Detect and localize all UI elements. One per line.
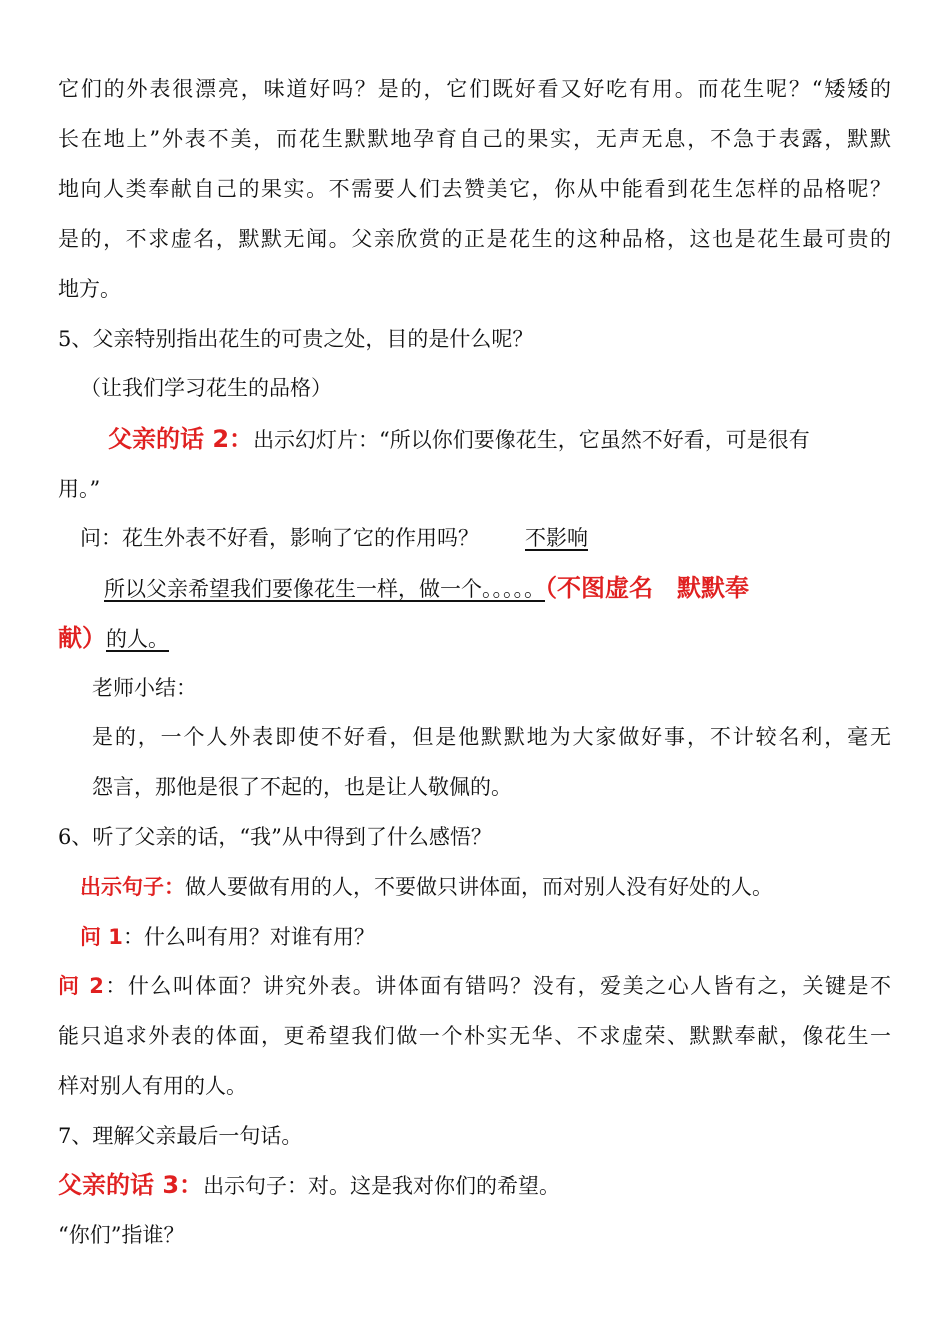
paragraph-1-line-2: 长在地上”外表不美，而花生默默地孕育自己的果实，无声无息，不急于表露，默默	[58, 127, 891, 151]
show-sentence-text: 做人要做有用的人，不要做只讲体面，而对别人没有好处的人。	[185, 875, 773, 899]
hope-sentence-part-1: 所以父亲希望我们要像花生一样，做一个。。。。。	[104, 577, 545, 601]
teacher-summary-label: 老师小结：	[92, 676, 197, 700]
hope-sentence-line-1	[104, 573, 749, 603]
father-words-3-line	[58, 1170, 560, 1200]
question-5: 5、父亲特别指出花生的可贵之处，目的是什么呢？	[58, 327, 534, 351]
ask-1-label: 问 1	[80, 925, 123, 949]
hope-sentence-red-2: 献）	[58, 624, 106, 652]
question-6: 6、听了父亲的话，“我”从中得到了什么感悟？	[58, 825, 492, 849]
father-words-2-line-2: 用。”	[58, 477, 101, 501]
ask-2-line-2: 能只追求外表的体面，更希望我们做一个朴实无华、不求虚荣、默默奉献，像花生一	[58, 1024, 891, 1048]
ask-1-line	[80, 922, 375, 952]
question-5-answer: （让我们学习花生的品格）	[80, 376, 332, 400]
paragraph-1-line-1: 它们的外表很漂亮，味道好吗？是的，它们既好看又好吃有用。而花生呢？“矮矮的	[58, 77, 891, 101]
father-words-2-label: 父亲的话 2：	[108, 425, 254, 453]
father-words-2-line-1	[108, 424, 891, 454]
hope-sentence-part-2: 的人。	[106, 627, 169, 651]
father-words-3-text: 出示句子：对。这是我对你们的希望。	[203, 1174, 561, 1198]
ask-2-label: 问 2	[58, 974, 104, 998]
teacher-summary-line-2: 怨言，那他是很了不起的，也是让人敬佩的。	[92, 775, 512, 799]
show-sentence-label: 出示句子：	[80, 875, 185, 899]
ask-2-line-1	[58, 971, 891, 1001]
paragraph-1-line-5: 地方。	[58, 277, 121, 301]
paragraph-1-line-4: 是的，不求虚名，默默无闻。父亲欣赏的正是花生的这种品格，这也是花生最可贵的	[58, 227, 891, 251]
show-sentence-line	[80, 872, 773, 902]
teacher-summary-line-1: 是的，一个人外表即使不好看，但是他默默地为大家做好事，不计较名利，毫无	[92, 725, 891, 749]
paragraph-1-line-3: 地向人类奉献自己的果实。不需要人们去赞美它，你从中能看到花生怎样的品格呢？	[58, 177, 891, 201]
ask-1-text: ：什么叫有用？对谁有用？	[122, 925, 375, 949]
father-words-3-label: 父亲的话 3：	[58, 1171, 204, 1199]
question-influence-answer: 不影响	[525, 526, 588, 550]
who-question: “你们”指谁？	[58, 1223, 185, 1247]
hope-sentence-line-2	[58, 623, 169, 653]
question-influence-text: 问：花生外表不好看，影响了它的作用吗？	[80, 526, 479, 550]
ask-2-text-1: ：什么叫体面？讲究外表。讲体面有错吗？没有，爱美之心人皆有之，关键是不	[103, 974, 891, 998]
hope-sentence-red-1: （不图虚名 默默奉	[545, 574, 749, 602]
question-influence	[80, 523, 588, 553]
question-7: 7、理解父亲最后一句话。	[58, 1124, 303, 1148]
ask-2-line-3: 样对别人有用的人。	[58, 1074, 247, 1098]
father-words-2-text: 出示幻灯片：“所以你们要像花生，它虽然不好看，可是很有	[253, 428, 810, 452]
